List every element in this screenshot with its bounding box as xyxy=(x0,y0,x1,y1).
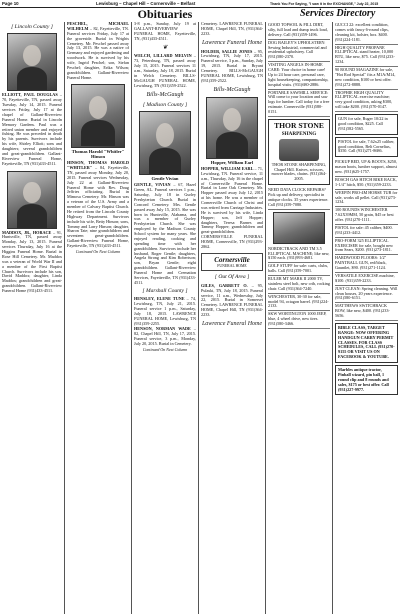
classified-item: PORTABLE SAWMILL SERVICE: Will come to your location and saw logs for lumber. Call today for a free estimate. Cornersville (931)580-0151. xyxy=(268,90,330,117)
bills-mcgaugh-logo: Bills-McGaugh xyxy=(146,91,184,98)
classified-item: PICKUP BED, UP & BOOTS, $250, mason boots, lumber support, almost new. (931)625-1757. xyxy=(335,159,398,177)
obituary-peschel: PESCHEL, MICHAEL WILHELM – 82, Fayetteville, TN. Funeral services Friday, July 17 at the graveside. Burial in Wrights Cemetery. Mr. Peschel passed away July 13, 2015. He was a native of Germany and enjoyed gardening and woodwork. He is survived by his wife, Ingrid Peschel; son, Stefan Peschel; daughter, Erika Wilson; grandchildren. Gallant-Riverview Funeral Home. xyxy=(67,22,129,80)
classified-item: VISITING ANGELS IN-HOME CARE: Your choice in home care! Up to 24 hour care, personal care, light housekeeping, companionship, hospital visits. (931)680-2886. xyxy=(268,62,330,89)
column-5-classifieds xyxy=(268,22,330,614)
paper-name: Lewisburg – Chapel Hill – Cornersville – Belfast xyxy=(96,1,196,6)
thor-stone-ad: THOR STONE SHARPENING THOR STONE SHARPENING, Chapel Hill. Knives, scissors, mower blades, chains. (931)364-2005. xyxy=(268,119,330,185)
maddox-photo xyxy=(7,171,57,229)
column-divider xyxy=(332,22,333,614)
gentle-photo xyxy=(139,111,191,175)
classified-item: WINCHESTER, 30-30 for sale, model 94, octagon barrel. (931)224-2133. xyxy=(268,294,330,312)
classified-item: BOSCH GAS HITCH BIKE RACK, 1-1/4" hitch, $50. (931)359-2233. xyxy=(335,177,398,190)
obituary-giles: GILES, GARRETT O. – 95, Pulaski, TN, July 18, 2015. Funeral service, 11 a.m., Wednesday, July 22, 2015. Burial in Somerset Cemetery. LAWRENCE FUNERAL HOME, Chapel Hill, TN (931)364-2233. xyxy=(201,282,263,318)
obituary-holder: HOLDER, SALLIE JONES – 95, Lewisburg, TN, July 17, 2015. Funeral service, 3 p.m., Sunday, July 19, 2015. Burial in Bryant Cemetery. BILLS-McGAUGH FUNERAL HOME, Lewisburg, TN (931)359-2522. xyxy=(201,48,263,83)
column-3 xyxy=(134,22,196,614)
classified-item: MATTHEWS SWITCHBACK BOW, like new, $400. (931)233-5656. xyxy=(335,303,398,321)
classified-item-boxed: GUN for sale, Ruger 10/22 in good condition, $225. Call (931)582-5565. xyxy=(335,114,398,135)
classified-item: SKW WORTINGTON 1000 JEEP, blue, 4 wheel drive, new tires. (931)580-3466. xyxy=(268,311,330,329)
page-number: Page 10 xyxy=(2,1,19,6)
gentle-caption: Gentle Vivian xyxy=(151,176,179,182)
classified-item: GUCCI 22: excellent condition, comes with fancy 6-round clips, cleaning kit, holster, box. $400. (931)224-1181. xyxy=(335,22,398,45)
elliott-photo xyxy=(7,33,57,91)
obituary-gentle: GENTLE, VIVIAN – 67, Hazel Green, AL. Funeral services 1 p.m., Saturday, July 18 in Gurley Presbyterian Church. Burial in Concord Cemetery. Mrs. Gentle passed away July 15, 2015. She was born in Huntsville, Alabama, and was a member of Gurley Presbyterian Church. She was employed by the Madison County School system for many years. She enjoyed reading, cooking and spending time with her grandchildren. Survivors include her husband, Roger Gentle; daughters, Angela Strong and Kim Robertson; son, Bryan Gentle; eight grandchildren. Gallant-Riverview Funeral Home and Cremation Services, Fayetteville, TN (931)433-4511. xyxy=(134,182,196,285)
continued-note: Continued On Next Column xyxy=(142,346,188,352)
hinson-caption: Thomas Harold "Whitler" Hinson xyxy=(71,148,125,159)
lawrence-funeral-home-logo: Lawrence Funeral Home xyxy=(201,320,263,327)
classified-item: HARDWOOD FLOORS: 1/2" PAINTBALL GUN, red/black, Gauntlet, $90. (931)271-1124. xyxy=(335,255,398,273)
classified-item: DOG BAILEY'S UPHOLSTERY: Sewing Industrial, commercial and residential upholstery. Call (931)580-2370. xyxy=(268,40,330,63)
obituary-hinson: HINSON, THOMAS HAROLD "WHITLER" – 84, Fayetteville, TN, passed away Monday, July 20, 2015. Funeral services Wednesday, July 22 at Gallant-Riverview Funeral Home with Rev. Doug Jeffries officiating. Burial in Mimosa Cemetery. Mr. Hinson was a veteran of the U.S. Army and a member of Calvary Baptist Church. He retired from the Lincoln County Highway Department. Survivors include his wife, Betty Hinson; sons, Tommy and Larry Hinson; daughter, Sharon Tate; nine grandchildren and seventeen great-grandchildren. Gallant-Riverview Funeral Home, Fayetteville, TN (931)433-4511. xyxy=(67,160,129,249)
hopper-photo xyxy=(206,97,258,159)
classified-item: 90 ROUND MAGAZINE for sale, "Hot Rod Special" fits a M1A/M14, new condition, $100 or best offer. (931)272-8888. xyxy=(335,67,398,90)
elliptical-machine-photo xyxy=(273,212,325,244)
cornersville-funeral-home-logo: Cornersville FUNERAL HOME xyxy=(201,253,263,272)
column-6-classifieds xyxy=(335,22,398,614)
classified-item: TROPHIE HIGH QUALITY ELLIPTICAL exercise machine; very good condition, asking $300, will take $200. (931)570-0147. xyxy=(335,90,398,113)
classified-item: 100 ROUNDS WINCHESTER 7.62X39MM, 50 grain, $45 or best offer. (931)270-1111. xyxy=(335,207,398,225)
column-1 xyxy=(2,22,62,614)
obituaries-heading: Obituaries xyxy=(137,7,193,21)
column-2 xyxy=(67,22,129,614)
classified-item: WEEPIN PRO-4M HORSE TUB for sale, works all pellet. Call (931)273-1234. xyxy=(335,190,398,208)
obituary-elliott: ELLIOTT, PAUL DOUGLAS – 70, Fayetteville, TN, passed away Tuesday, July 14, 2015. Funeral services Friday, July 17 at the chapel of Gallant-Riverview Funeral Home. Burial in Lincoln Memory Gardens. Paul was a retired union member and enjoyed fishing. He was preceded in death by his parents. Survivors include his wife, Shirley Elliott; sons and daughters; several grandchildren and great-grandchildren. Gallant-Riverview Funeral Home, Fayetteville, TN (931)433-4511. xyxy=(2,92,62,166)
county-heading: [ Marshall County ] xyxy=(142,287,188,294)
classified-item: JUST CLEAN: Spring cleaning. Will clean houses, 20 years experience. (931)580-6151. xyxy=(335,286,398,304)
classified-item: PISTOL for sale: 45 caliber, $400. (931)233-4412. xyxy=(335,225,398,238)
continued-note: Continued On Next Column xyxy=(75,248,121,254)
classified-item: VERSATILE EXERCISE machine, $100. (931)359-2233. xyxy=(335,273,398,286)
bills-mcgaugh-logo: Bills-McGaugh xyxy=(213,86,251,93)
classified-item: RULER MT MARK II 2000 TV, stainless steel bolt, new crib, rocking chair. Call (931)364-7240. xyxy=(268,276,330,294)
gallant-riverview-logo: ❦ xyxy=(162,44,168,51)
classified-item: PRO-FORM 325 ELLIPTICAL EXERCISER for sale, bought new from Sears, $200. (931)273-1811. xyxy=(335,238,398,256)
obituary-henson: HENSON, NORMAN WADE – 82, Chapel Hill, TN, July 17, 2015. Funeral service, 3 p.m., Monday, July 20, 2015. Burial in Cemetery. xyxy=(134,326,196,347)
column-divider xyxy=(198,22,199,614)
hopper-caption: Hopper, William Earl xyxy=(210,159,254,165)
obituary-hopper: HOPPER, WILLIAM EARL – 71, Lewisburg, TN. Funeral service, 11 a.m., Thursday, July 16 in the chapel of Cornersville Funeral Home. Burial in Lone Oak Cemetery. Mr. Hopper passed away July 12, 2015 at his home. He was a member of Cornersville Church of Christ and was retired from Carriage Industries. He is survived by his wife, Linda Hopper; son, Jeff Hopper; daughters, Teresa Barnes and Tammy Hopper; grandchildren and great-grandchildren. CORNERSVILLE FUNERAL HOME, Cornersville, TN (931)293-2862. xyxy=(201,165,263,249)
column-divider xyxy=(131,22,132,614)
classified-item-boxed: PISTOL for sale, 7.62x25 caliber, good condition, Belt Cornelius, $350. Call (931)271-8686. xyxy=(335,137,398,158)
hinson-photo xyxy=(71,84,125,148)
classified-item: HIGH QUALITY PROPANE ELLIPTICAL stand heater, 10,000 BTU, like new, $75. Call (931)233-1234. xyxy=(335,45,398,68)
page-header xyxy=(0,0,400,8)
obituary-maddox: MADDOX, JR., HORACE – 91, Huntsville, TN, passed away Monday, July 13, 2015. Funeral services Thursday, July 16 at the Higgins Funeral Home. Burial in Rose Hill Cemetery. Mr. Maddox was a veteran of World War II and a member of the First Baptist Church. Survivors include his son, David Maddox; daughter, Linda Maddox; grandchildren and great-grandchildren. Gallant-Riverview Funeral Home (931)433-4511. xyxy=(2,229,62,294)
obituary-hinson-cont: 3-8 p.m., Sunday, July 19 at GALLANT-RIVERVIEW FUNERAL HOME, Fayetteville, TN, (931)433-4511. xyxy=(134,22,196,41)
column-divider xyxy=(265,22,266,614)
obituary-welch: WELCH, LILLARD MELVIN – 73, Petersburg, TN, passed away July 15, 2015. Funeral services 11 a.m., Saturday, July 18, 2015. Burial in Welch Cemetery. BILLS-McGAUGH FUNERAL HOME, Lewisburg, TN (931)359-2522. xyxy=(134,53,196,88)
county-heading: [ Madison County ] xyxy=(142,101,188,108)
classified-boxed-ad: Marbles antique tractor, Pinball wizard, pin ball, 1 round clip and 8 rounds and sales, $175 or best offer. Call (931)227-9977. xyxy=(335,365,398,395)
county-heading: [ Out Of Area ] xyxy=(214,274,250,281)
column-divider xyxy=(64,22,65,614)
lawrence-funeral-home-logo: Lawrence Funeral Home xyxy=(201,39,263,46)
services-directory-heading: Services Directory xyxy=(300,8,376,19)
classified-item: NEED DATA CLOCK REPAIRS? Pick up and delivery, specialist in antique clocks. 35 years experience. Call (931)359-7080. xyxy=(268,187,330,210)
classified-item: NORDICTRACK AND TM 3.5 ELLIPTICAL MACHINE; like new, $150 each. (931)993-4681. xyxy=(268,246,330,264)
obituary-henson-cont: Cemetery. LAWRENCE FUNERAL HOME, Chapel Hill, TN, (931)364-2233. xyxy=(201,22,263,36)
classified-item: GOLF STUFF for sale: carts, clubs, balls. Call (931)359-7001. xyxy=(268,263,330,276)
bible-class-ad: BIBLE CLASS, TARGET RANGE: NOW OFFERING HANDGUN CARRY PERMIT CLASSES. FOR CLASS SCHEDULES, CALL (931)270-9155 OR VISIT US ON FACEBOOK & YOUTUBE. xyxy=(335,323,398,363)
column-4 xyxy=(201,22,263,614)
header-tagline: Thank You For Saying, "I saw it in the EXCHANGE," July 22, 2015 xyxy=(270,1,379,6)
county-heading: [ Lincoln County ] xyxy=(11,24,53,30)
classified-item: GOOD TOPSOIL & FILL DIRT, silty, full load and dump truck load, delivery. Call (931)359-1496. xyxy=(268,22,330,40)
sharpening-tools-image xyxy=(279,139,319,161)
obituary-hensley: HENSLEY, ELENE TUNE – 74, Lewisburg, TN, July 21, 2015. Funeral service 1 p.m., Saturday, July 18, 2015. LAWRENCE FUNERAL HOME, Lewisburg, TN (931)359-2255. xyxy=(134,296,196,326)
